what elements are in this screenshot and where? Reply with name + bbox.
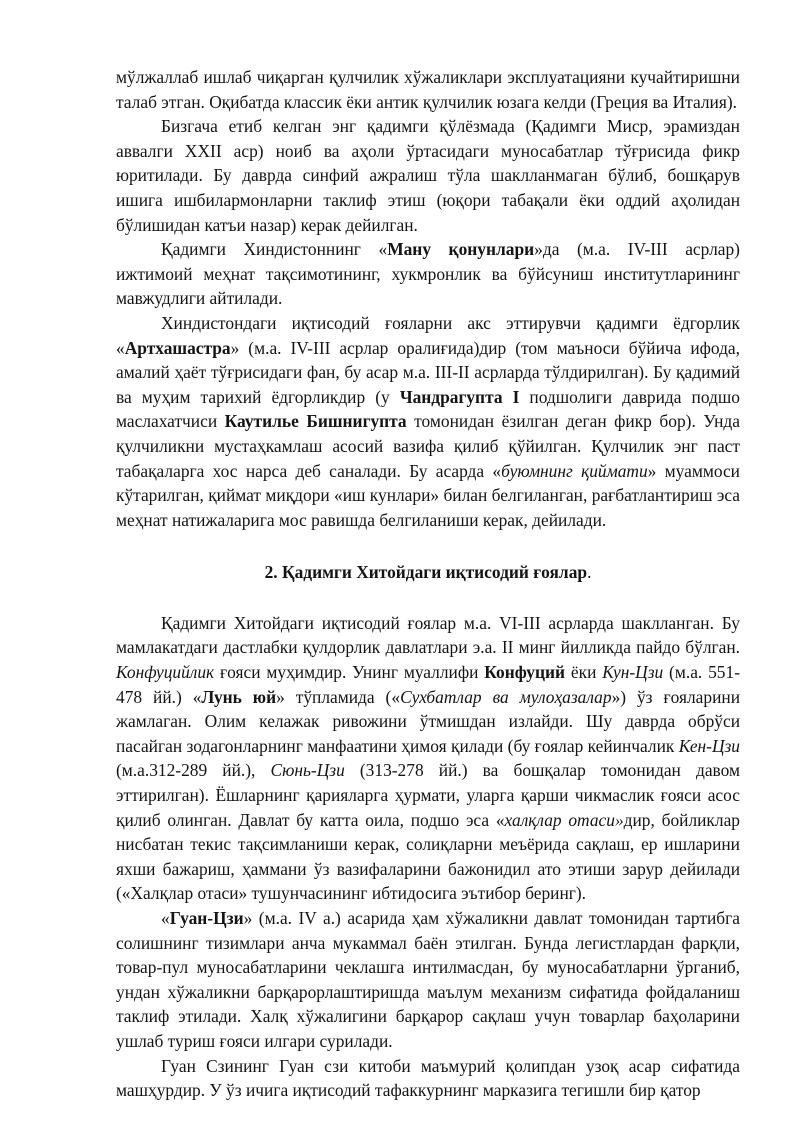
bold-term: Каутилье Бишнигупта — [224, 411, 407, 432]
bold-term: Артхашастра — [124, 337, 231, 358]
text-block-intro — [116, 65, 740, 532]
text-run: мўлжаллаб ишлаб чиқарган қулчилик хўжаликлари эксплуатацияни кучайтиришни талаб этган. Оқибатда классик ёки антик қулчилик юзага келди (Греция ва Италия). — [116, 67, 740, 112]
section-heading-period: . — [587, 562, 592, 583]
text-run: дир, бойликлар нисбатан текис тақсимланиши керак, солиқларни меъёрида сақлаш, ер ишларини яхши бажариш, ҳаммани ўз вазифаларини бажонидил ато этиши зарур дейилади («Халқлар отаси» тушунчасининг ибтидосига эътибор беринг). — [116, 809, 740, 904]
italic-term: Кен-Цзи — [678, 735, 740, 756]
text-run: подшолиги даврида подшо маслахатчиси — [116, 386, 740, 432]
text-run: томонидан ёзилган деган фикр бор). Унда қулчиликни мустаҳкамлаш асосий вазифа қилиб қўйилган. Қулчилик энг паст табақаларга хос нарса деб саналади. Бу асарда « — [116, 411, 740, 481]
paragraph — [116, 611, 740, 906]
italic-term: буюмнинг қиймати — [501, 460, 648, 481]
bold-term: Лунь юй — [201, 686, 277, 707]
italic-term: Сухбатлар ва мулоҳазалар — [400, 686, 612, 707]
text-run: » (м.а. IV-III асрлар оралиғида)дир (том маъноси бўйича ифода, амалий ҳаёт тўғрисидаги фан, бу асар м.а. III-II асрларда тўлдирилган). Бу қадимий ва муҳим тарихий ёдгорликдир (у — [116, 337, 740, 407]
paragraph — [116, 65, 740, 114]
italic-term: Кун-Цзи — [602, 662, 664, 683]
text-run: Бизгача етиб келган энг қадимги қўлёзмада (Қадимги Миср, эрамиздан аввалги XXII аср) ноиб ва аҳоли ўртасидаги муносабатлар тўғрисида фикр юритилади. Бу даврда синфий ажралиш тўла шаклланмаган бўлиб, бошқарув ишига ишбилармонларни таклиф этиш (юқори табақали ёки оддий аҳолидан бўлишидан катъи назар) керак дейилган. — [116, 116, 740, 235]
text-run: » (м.а. IV а.) асарида ҳам хўжаликни давлат томонидан тартибга солишнинг тизимлари анча мукаммал баён этилган. Бунда легистлардан фарқли, товар-пул муносабатларини чеклашга интилмасдан, бу муносабатларни ўрганиб, ундан хўжаликни барқарорлаштиришда маълум механизм сифатида фойдаланиш таклиф этилади. Халқ хўжалигини барқарор сақлаш учун товарлар баҳоларини ушлаб туриш ғояси илгари сурилади. — [116, 908, 740, 1051]
text-run: » тўпламида (« — [276, 686, 401, 707]
text-run: Гуан Сзининг Гуан сзи китоби маъмурий қолипдан узоқ асар сифатида машҳурдир. У ўз ичига иқтисодий тафаккурнинг марказига тегишли бир қатор — [116, 1055, 740, 1101]
text-run: (313-278 йй.) ва бошқалар томонидан давом эттирилган). Ёшларнинг қарияларга ҳурмати, уларга қарши чикмаслик ғояси асос қилиб олинган. Давлат бу катта оила, подшо эса « — [116, 760, 741, 830]
bold-term: Чандрагупта I — [399, 386, 520, 407]
section-heading — [116, 560, 740, 585]
paragraph — [116, 114, 740, 237]
bold-term: Конфуций — [484, 662, 566, 683]
italic-term: халқлар отаси» — [504, 809, 624, 830]
section-heading-text: 2. Қадимги Хитойдаги иқтисодий ғоялар — [264, 562, 588, 583]
text-run: ») ўз ғояларини жамлаган. Олим келажак ривожини ўтмишдан излайди. Шу даврда обрўси пасайган зодагонларнинг манфаатини ҳимоя қилади (бу ғоялар кейинчалик — [116, 686, 741, 756]
bold-term: Гуан-Цзи — [169, 908, 244, 928]
paragraph — [116, 906, 740, 1054]
text-run: Қадимги Хиндистоннинг « — [161, 239, 388, 260]
text-run: (м.а.312-289 йй.), — [116, 760, 271, 781]
text-run: » муаммоси кўтарилган, қиймат миқдори «иш кунлари» билан белгиланган, рағбатлантириш эса меҳнат натижаларига мос равишда белгиланиши керак, дейилади. — [116, 460, 740, 530]
text-block-china — [116, 611, 740, 1103]
text-run: »да (м.а. IV-III асрлар) ижтимоий меҳнат тақсимотининг, хукмронлик ва бўйсуниш институтларининг мавжудлиги айтилади. — [116, 239, 740, 309]
italic-term: Конфуцийлик — [116, 662, 215, 683]
text-run: Қадимги Хитойдаги иқтисодий ғоялар м.а. VI-III асрларда шаклланган. Бу мамлакатдаги дастлабки қулдорлик давлатлари э.а. II минг йилликда пайдо бўлган. — [116, 612, 740, 658]
bold-term: Ману қонунлари — [387, 239, 535, 260]
text-run: « — [161, 908, 170, 928]
italic-term: Сюнь-Цзи — [270, 760, 345, 781]
text-run: ғояси муҳимдир. Унинг муаллифи — [214, 662, 485, 683]
paragraph — [116, 311, 740, 532]
document-page — [116, 65, 740, 1103]
text-run: (м.а. 551-478 йй.) « — [116, 662, 740, 707]
paragraph — [116, 1054, 740, 1103]
paragraph — [116, 237, 740, 311]
text-run: ёки — [565, 662, 603, 683]
text-run: Хиндистондаги иқтисодий ғояларни акс эттирувчи қадимги ёдгорлик « — [116, 312, 740, 358]
